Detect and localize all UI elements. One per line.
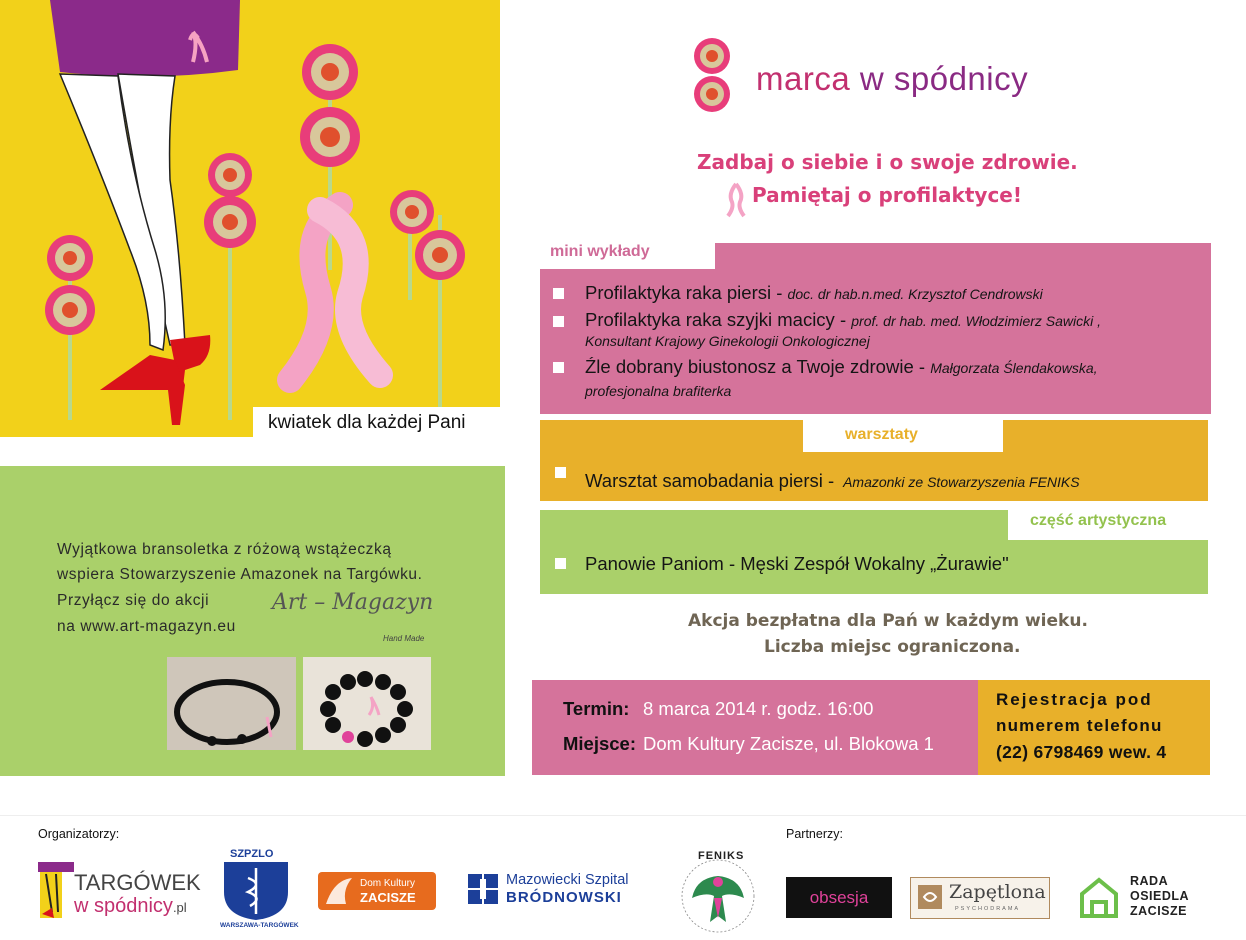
szpital-line1: Mazowiecki Szpital: [506, 872, 629, 888]
rejestracja-line1: Rejestracja pod: [996, 690, 1153, 709]
dk-mark-icon: [324, 876, 356, 906]
artistic-item: Panowie Paniom - Męski Zespół Wokalny „Żurawie": [585, 553, 1009, 574]
lecture-item-1: [585, 282, 1043, 304]
zapetlona-sub: PSYCHODRAMA: [955, 906, 1021, 912]
rada-line1: RADA: [1130, 874, 1169, 888]
bullet-icon: [555, 467, 566, 478]
rada-text: [1130, 874, 1189, 919]
rejestracja-line2: numerem telefonu: [996, 716, 1163, 735]
bracelet-photo-1: [167, 657, 296, 750]
bullet-icon: [553, 316, 564, 327]
rada-line3: ZACISZE: [1130, 904, 1187, 918]
bullet-icon: [555, 558, 566, 569]
hand-made-caption: Hand Made: [383, 634, 425, 643]
title-w-spodnicy: w spódnicy: [859, 60, 1029, 97]
bracelet-photo-2: [303, 657, 431, 750]
akcja-line2: Liczba miejsc ograniczona.: [764, 637, 1021, 657]
pink-ribbon-icon: [724, 180, 748, 218]
illustration-panel: [0, 0, 500, 437]
eight-flowers-logo: [690, 36, 752, 116]
szpzlo-logo: [220, 848, 299, 934]
art-magazyn-logo: Art – Magazyn: [272, 590, 434, 615]
szpzlo-location: WARSZAWA-TARGÓWEK: [220, 922, 299, 929]
bracelet-text-line2: wspiera Stowarzyszenie Amazonek na Targówku.: [57, 566, 423, 583]
rejestracja-phone: (22) 6798469 wew. 4: [996, 742, 1167, 762]
zapetlona-mark-icon: [917, 884, 943, 910]
partnerzy-label: Partnerzy:: [786, 827, 843, 841]
bullet-icon: [553, 288, 564, 299]
akcja-line1: Akcja bezpłatna dla Pań w każdym wieku.: [688, 611, 1088, 631]
kwiatek-caption: kwiatek dla każdej Pani: [268, 412, 466, 433]
bullet-icon: [553, 362, 564, 373]
slogan-line1: Zadbaj o siebie i o swoje zdrowie.: [697, 150, 1078, 174]
termin-section: [532, 680, 978, 775]
termin-value: 8 marca 2014 r. godz. 16:00: [643, 698, 874, 719]
lecture-item-2: [585, 309, 1101, 331]
lecture-sep: -: [771, 282, 788, 303]
lecture-item-3: [585, 356, 1098, 378]
workshop-speaker: Amazonki ze Stowarzyszenia FENIKS: [843, 474, 1080, 490]
dk-line1: Dom Kultury: [360, 878, 416, 889]
targowek-name: TARGÓWEK: [74, 870, 201, 895]
zapetlona-name: Zapętlona: [949, 881, 1046, 903]
targowek-logo: [38, 862, 201, 922]
lecture-speaker: prof. dr hab. med. Włodzimierz Sawicki ,: [851, 313, 1102, 329]
lecture-sep: -: [913, 356, 931, 377]
title-marca: marca: [756, 60, 851, 97]
feniks-name: FENIKS: [698, 850, 745, 862]
targowek-tagline-domain: .pl: [172, 900, 187, 915]
rada-line2: OSIEDLA: [1130, 889, 1190, 903]
workshop-item: [585, 470, 1080, 492]
targowek-mark-icon: [38, 862, 74, 920]
lecture-sep: -: [834, 309, 852, 330]
skirt-legs-flowers-illustration: [0, 0, 500, 437]
lecture-speaker: Małgorzata Ślendakowska,: [930, 360, 1098, 376]
mini-wyklady-label: mini wykłady: [550, 243, 650, 260]
workshop-title: Warsztat samobadania piersi -: [585, 470, 835, 491]
zapetlona-logo: [910, 877, 1050, 919]
dk-zacisze-logo: [318, 872, 436, 910]
lecture-title: Profilaktyka raka piersi: [585, 282, 772, 303]
szpzlo-name: SZPZLO: [230, 848, 274, 860]
bracelet-text-line4: na www.art-magazyn.eu: [57, 618, 236, 635]
rada-osiedla-logo: [1078, 872, 1208, 922]
lecture-speaker: doc. dr hab.n.med. Krzysztof Cendrowski: [787, 286, 1043, 302]
obsesja-logo: [786, 877, 892, 918]
lecture-speaker-line2: Konsultant Krajowy Ginekologii Onkologicznej: [585, 333, 870, 349]
feniks-bird-icon: [676, 858, 760, 934]
targowek-tagline-main: w spódnicy: [74, 895, 173, 917]
termin-label: Termin:: [563, 698, 630, 719]
lecture-title: Profilaktyka raka szyjki macicy: [585, 309, 835, 330]
miejsce-label: Miejsce:: [563, 733, 637, 754]
lecture-title: Źle dobrany biustonosz a Twoje zdrowie: [585, 356, 914, 377]
szpital-mark-icon: [468, 874, 500, 904]
szpital-line2: BRÓDNOWSKI: [506, 889, 622, 906]
warsztaty-label: warsztaty: [845, 426, 918, 443]
miejsce-value: Dom Kultury Zacisze, ul. Blokowa 1: [643, 733, 934, 754]
artystyczna-label: część artystyczna: [1030, 512, 1167, 529]
slogan-line2: Pamiętaj o profilaktyce!: [752, 183, 1022, 207]
dk-line2: ZACISZE: [360, 890, 416, 905]
targowek-tagline: [74, 895, 187, 918]
lecture-speaker-line2: profesjonalna brafiterka: [585, 383, 732, 399]
flyer-title: [756, 60, 1028, 98]
bracelet-text-line1: Wyjątkowa bransoletka z różową wstążeczką: [57, 541, 392, 558]
footer-divider: [0, 815, 1246, 816]
szpital-brodnowski-logo: [468, 872, 653, 908]
feniks-logo: [676, 848, 760, 934]
organizatorzy-label: Organizatorzy:: [38, 827, 120, 841]
szpzlo-shield-icon: [220, 860, 292, 922]
obsesja-name: obsesja: [809, 887, 869, 907]
bracelet-text-line3: Przyłącz się do akcji: [57, 592, 210, 609]
house-icon: [1078, 876, 1120, 918]
